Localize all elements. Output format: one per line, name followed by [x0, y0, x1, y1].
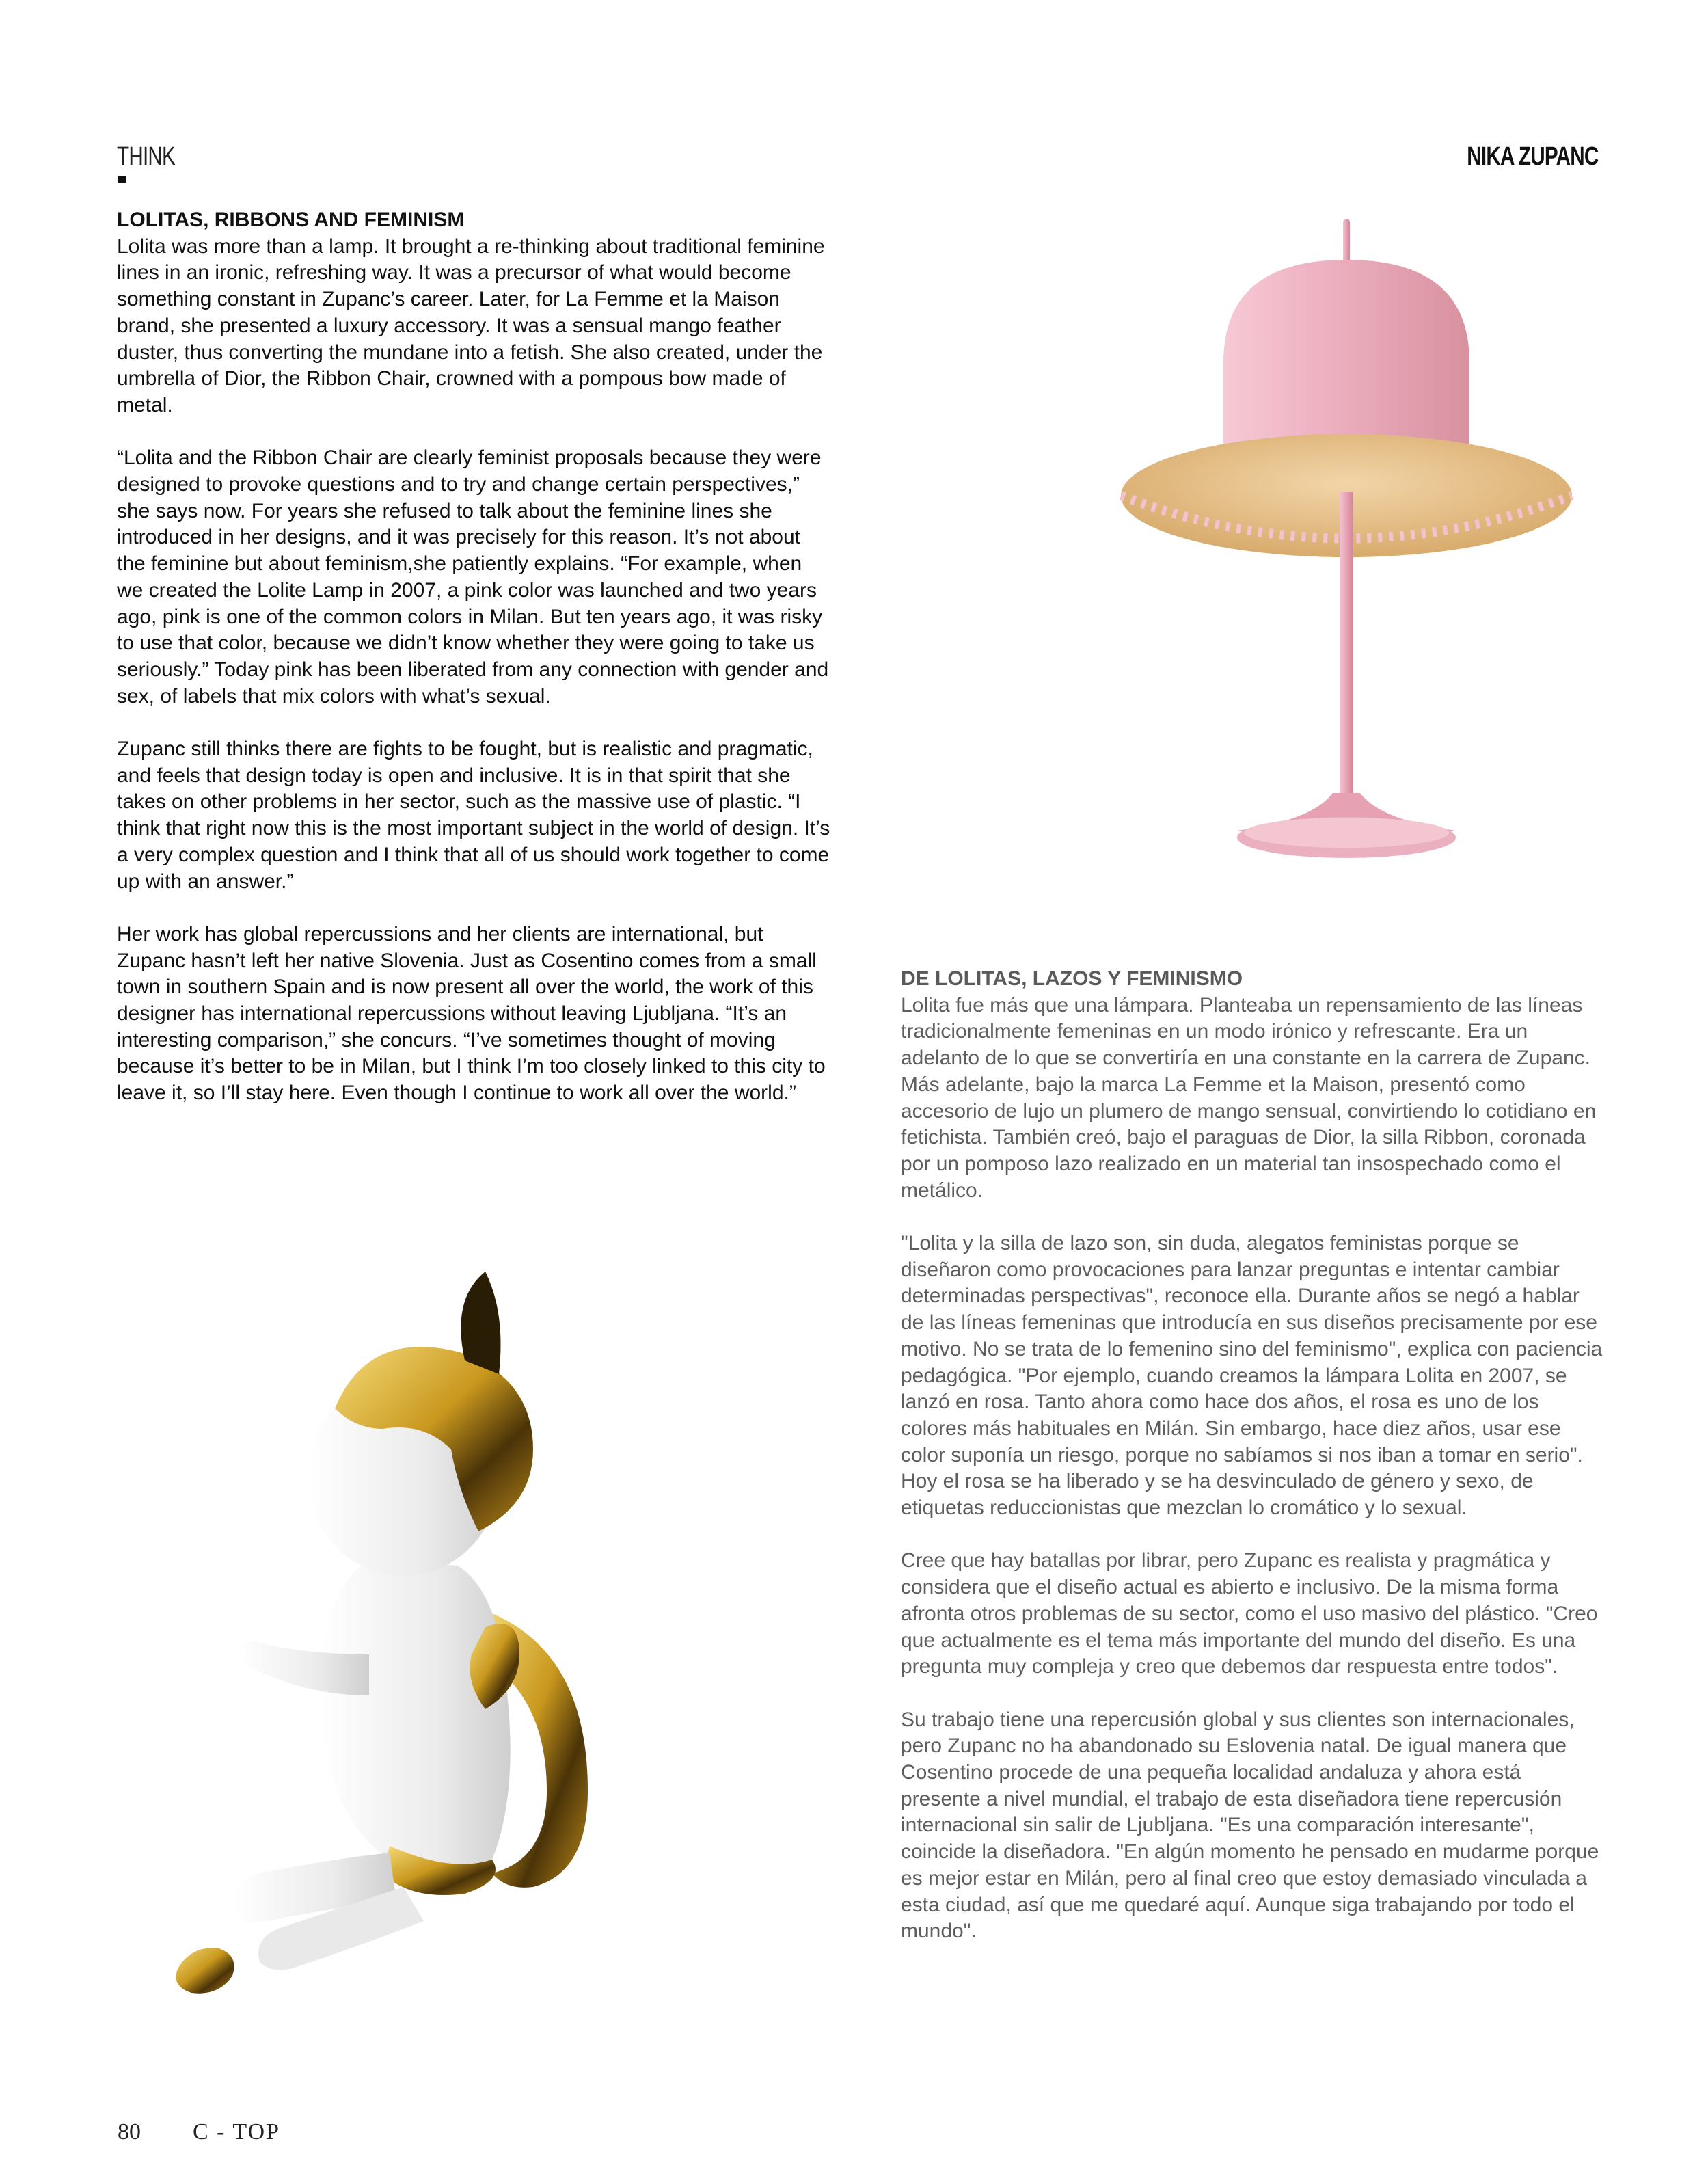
running-head: NIKA ZUPANC — [1467, 142, 1599, 171]
english-paragraph-3: Zupanc still thinks there are fights to be fought, but is realistic and pragmatic, and feels that design today is open and inclusive. It is in that spirit that she takes on other problems in her sector, such as the massive use of plastic. “I think that right now this is the most important subject in the world of design. It’s a very complex question and I think that all of us should work together to come up with an answer.” — [117, 738, 830, 893]
section-label: THINK — [117, 142, 176, 171]
english-column — [117, 207, 831, 1133]
page-number: 80 — [118, 2119, 141, 2145]
english-paragraph-4: Her work has global repercussions and her clients are international, but Zupanc hasn’t left her native Slovenia. Just as Cosentino comes from a small town in southern Spain and is now present all over the world, the work of this designer has international repercussions without leaving Ljubljana. “It’s an interesting comparison,” she concurs. “I’ve sometimes thought of moving because it’s better to be in Milan, but I think I’m too closely linked to this city to leave it, so I’ll stay here. Even though I continue to work all over the world.” — [117, 922, 826, 1105]
magazine-name: C - TOP — [193, 2119, 281, 2145]
english-heading: LOLITAS, RIBBONS AND FEMINISM — [117, 209, 465, 231]
spanish-paragraph-2: "Lolita y la silla de lazo son, sin duda, alegatos feministas porque se diseñaron como provocaciones para lanzar preguntas e intentar cambiar determinadas perspectivas", reconoce ella. Durante años se negó a hablar de las líneas femeninas que introducía en sus diseños precisamente por ese motivo. No se trata de lo femenino sino del feminismo", explica con paciencia pedagógica. "Por ejemplo, cuando creamos la lámpara Lolita en 2007, se lanzó en rosa. Tanto ahora como hace dos años, el rosa es uno de los colores más habituales en Milán. Sin embargo, hace diez años, usar ese color suponía un riesgo, porque no sabíamos si nos iban a tomar en serio". Hoy el rosa se ha liberado y se ha desvinculado de género y sexo, de etiquetas reduccionistas que mezclan lo cromático y lo sexual. — [901, 1232, 1603, 1520]
english-paragraph-2: “Lolita and the Ribbon Chair are clearly feminist proposals because they were designed to provoke questions and to try and change certain perspectives,” she says now. For years she refused to talk about the feminine lines she introduced in her designs, and it was precisely for this reason. It’s not about the feminine but about feminism,she patiently explains. “For example, when we created the Lolite Lamp in 2007, a pink color was launched and two years ago, pink is one of the common colors in Milan. But ten years ago, it was risky to use that color, because we didn’t know whether they were going to take us seriously.” Today pink has been liberated from any connection with gender and sex, of labels that mix colors with what’s sexual. — [117, 446, 829, 708]
lolita-lamp-image — [1080, 219, 1613, 875]
spanish-paragraph-4: Su trabajo tiene una repercusión global y sus clientes son internacionales, pero Zupanc no ha abandonado su Eslovenia natal. De igual manera que Cosentino procede de una pequeña localidad andaluza y ahora está presente a nivel mundial, el trabajo de esta diseñadora tiene repercusión internacional sin salir de Ljubljana. "Es una comparación interesante", coincide la diseñadora. "En algún momento he pensado en mudarme porque es mejor estar en Milán, pero al final creo que estoy demasiado vinculada a esta ciudad, así que me quedaré aquí. Aunque siga trabajando por todo el mundo". — [901, 1708, 1599, 1943]
english-paragraph-1: Lolita was more than a lamp. It brought a re-thinking about traditional feminine lines in an ironic, refreshing way. It was a precursor of what would become something constant in Zupanc’s career. Later, for La Femme et la Maison brand, she presented a luxury accessory. It was a sensual mango feather duster, thus converting the mundane into a fetish. She also created, under the umbrella of Dior, the Ribbon Chair, crowned with a pompous bow made of metal. — [117, 234, 825, 416]
spanish-heading: DE LOLITAS, LAZOS Y FEMINISMO — [901, 967, 1243, 990]
spanish-paragraph-1: Lolita fue más que una lámpara. Planteaba un repensamiento de las líneas tradicionalmente femeninas en un modo irónico y refrescante. Era un adelanto de lo que se convertiría en una constante en la carrera de Zupanc. Más adelante, bajo la marca La Femme et la Maison, presentó como accesorio de lujo un plumero de mango sensual, convirtiendo lo cotidiano en fetichista. También creó, bajo el paraguas de Dior, la silla Ribbon, coronada por un pomposo lazo realizado en un material tan insospechado como el metálico. — [901, 993, 1597, 1202]
spanish-paragraph-3: Cree que hay batallas por librar, pero Zupanc es realista y pragmática y considera que el diseño actual es abierto e inclusivo. De la misma forma afronta otros problemas de su sector, como el uso masivo del plástico. "Creo que actualmente es el tema más importante del mundo del diseño. Es una pregunta muy compleja y creo que debemos dar respuesta entre todos". — [901, 1549, 1598, 1678]
section-marker — [118, 176, 126, 183]
spanish-column — [901, 966, 1605, 1972]
baby-figurine-image — [164, 1272, 820, 2010]
